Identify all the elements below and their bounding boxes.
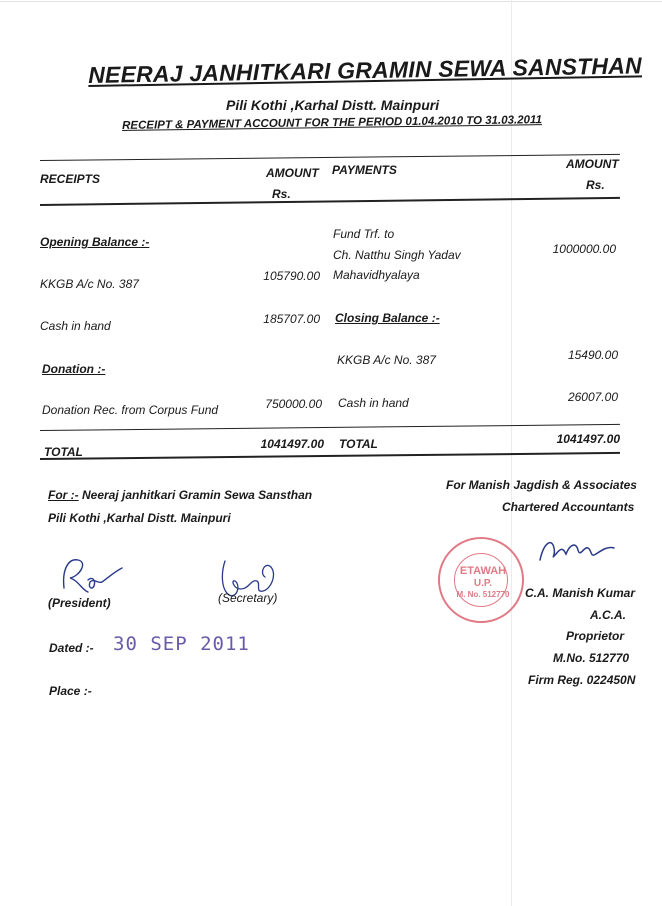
- payment-cash-label: Cash in hand: [338, 396, 409, 410]
- total-top-rule: [40, 424, 620, 431]
- receipt-cash-label: Cash in hand: [40, 319, 111, 333]
- statement-title: RECEIPT & PAYMENT ACCOUNT FOR THE PERIOD 01.04.2010 TO 31.03.2011: [122, 114, 543, 132]
- total-bottom-rule: [40, 452, 620, 460]
- header-rule: [40, 197, 620, 206]
- ca-membership-no: M.No. 512770: [553, 651, 630, 665]
- donation-rec-label: Donation Rec. from Corpus Fund: [42, 403, 219, 417]
- donation-amount: 750000.00: [265, 397, 322, 411]
- for-organization-address: Pili Kothi ,Karhal Distt. Mainpuri: [48, 511, 231, 525]
- total-right-amount: 1041497.00: [556, 432, 620, 446]
- closing-balance-label: Closing Balance :-: [335, 311, 440, 325]
- for-organization-name: Neeraj janhitkari Gramin Sewa Sansthan: [82, 488, 313, 502]
- payment-cash-amount: 26007.00: [567, 390, 618, 404]
- receipt-cash-amount: 185707.00: [263, 312, 320, 326]
- president-label: (President): [48, 596, 111, 610]
- table-top-rule: [40, 154, 620, 161]
- ca-name: C.A. Manish Kumar: [525, 586, 636, 600]
- total-left-amount: 1041497.00: [260, 437, 324, 451]
- organization-title: NEERAJ JANHITKARI GRAMIN SEWA SANSTHAN: [88, 52, 643, 88]
- receipt-kkgb-label: KKGB A/c No. 387: [40, 277, 139, 291]
- for-prefix: For :-: [48, 488, 79, 502]
- president-signature: [58, 550, 128, 598]
- auditor-seal: [438, 537, 524, 623]
- organization-address: Pili Kothi ,Karhal Distt. Mainpuri: [226, 97, 440, 113]
- auditor-firm: For Manish Jagdish & Associates: [446, 478, 637, 492]
- opening-balance-label: Opening Balance :-: [40, 235, 150, 249]
- fund-trf-line1: Fund Trf. to: [333, 227, 395, 241]
- seal-line-3: M. No. 512770: [456, 590, 510, 599]
- auditor-signature: [536, 532, 616, 568]
- place-label: Place :-: [49, 684, 92, 698]
- fund-trf-line2: Ch. Natthu Singh Yadav: [333, 248, 461, 262]
- receipt-kkgb-amount: 105790.00: [263, 269, 320, 283]
- header-payments: PAYMENTS: [332, 163, 397, 177]
- firm-registration: Firm Reg. 022450N: [528, 673, 636, 687]
- donation-label: Donation :-: [42, 362, 106, 376]
- fund-trf-amount: 1000000.00: [552, 242, 616, 256]
- total-right-label: TOTAL: [339, 437, 378, 451]
- dated-stamp: 30 SEP 2011: [113, 633, 250, 655]
- total-left-label: TOTAL: [44, 445, 83, 459]
- payment-kkgb-amount: 15490.00: [567, 348, 618, 362]
- auditor-type: Chartered Accountants: [502, 500, 635, 514]
- dated-label: Dated :-: [49, 641, 94, 655]
- header-rs-left: Rs.: [272, 187, 291, 201]
- for-organization-line: [48, 488, 312, 502]
- header-receipts: RECEIPTS: [40, 172, 101, 186]
- header-amount-left: AMOUNT: [266, 166, 319, 180]
- payment-kkgb-label: KKGB A/c No. 387: [337, 353, 436, 367]
- header-rs-right: Rs.: [586, 178, 605, 192]
- ca-title: A.C.A.: [590, 608, 626, 622]
- seal-line-2: U.P.: [473, 578, 493, 589]
- seal-line-1: ETAWAH: [459, 565, 507, 577]
- ca-role: Proprietor: [566, 629, 625, 643]
- secretary-label: (Secretary): [218, 591, 278, 605]
- scan-edge: [0, 1, 662, 2]
- fund-trf-line3: Mahavidhyalaya: [333, 268, 420, 282]
- header-amount-right: AMOUNT: [566, 157, 619, 171]
